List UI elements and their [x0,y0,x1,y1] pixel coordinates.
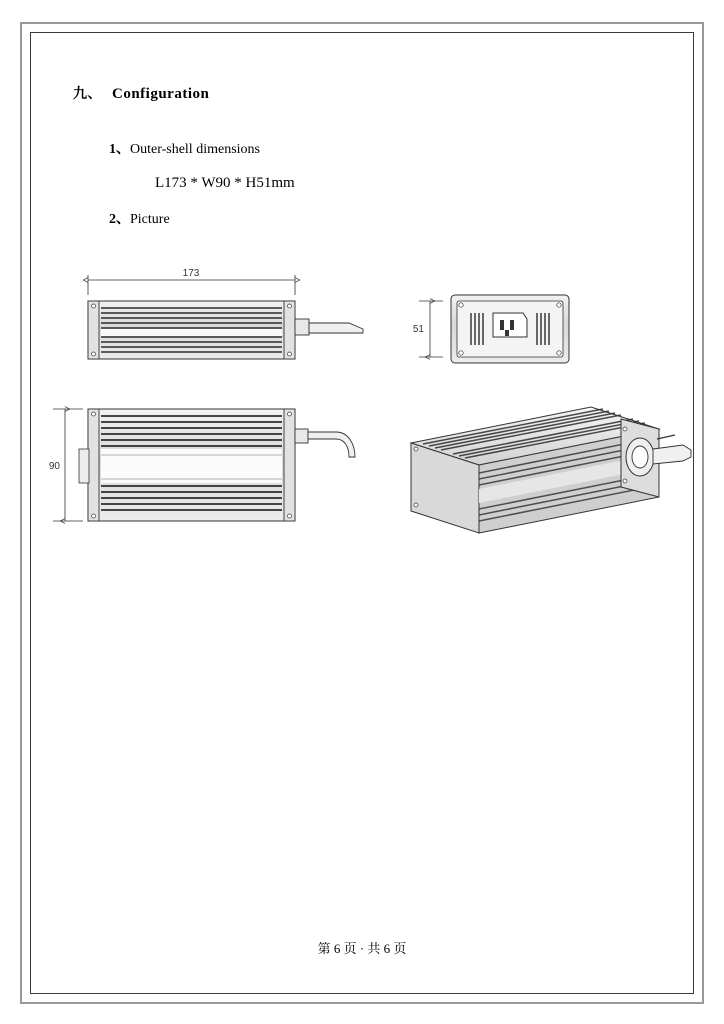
length-dimension-label: 173 [182,268,200,279]
isometric-render [411,407,691,533]
section-number: 九、 [73,86,102,102]
width-dimension-label: 90 [48,461,60,472]
section-title: Configuration [112,86,210,102]
length-dimension [88,268,295,295]
list-item-2-label: Picture [130,212,170,227]
list-item-1-bullet: 1、 [109,142,130,157]
top-view-drawing [88,268,363,359]
front-panel-drawing [413,295,569,363]
height-dimension [413,301,443,357]
drawings-svg [31,233,695,563]
page-content [31,33,693,993]
page-footer: 第 6 页 · 共 6 页 [317,941,407,956]
width-dimension [49,409,83,521]
list-item-1-label: Outer-shell dimensions [130,142,260,157]
page-outer-border [20,22,704,1004]
list-item-outer-shell-dimensions [109,138,260,158]
dimensions-value: L173 * W90 * H51mm [155,175,295,191]
section-heading [73,83,209,103]
list-item-picture [109,208,170,228]
page-inner-border [30,32,694,994]
side-view-drawing [49,409,355,521]
height-dimension-label: 51 [412,324,424,335]
product-drawings-group [31,233,693,563]
list-item-2-bullet: 2、 [109,212,130,227]
